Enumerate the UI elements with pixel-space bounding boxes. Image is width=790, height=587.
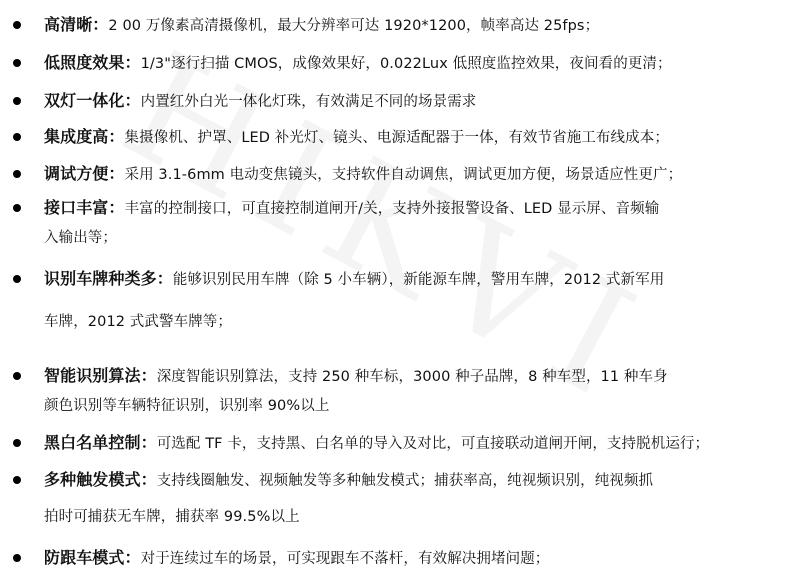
feature-line-continued — [44, 228, 117, 248]
feature-line — [44, 269, 664, 290]
feature-description: 2 00 万像素高清摄像机，最大分辨率可达 1920*1200，帧率高达 25fps； — [108, 18, 600, 34]
bullet-icon — [13, 97, 21, 105]
feature-description-continued: 入输出等； — [44, 230, 117, 246]
feature-line — [44, 470, 653, 491]
feature-term: 低照度效果： — [44, 53, 141, 72]
feature-term: 防跟车模式： — [44, 548, 141, 567]
feature-line — [44, 15, 599, 36]
feature-description: 丰富的控制接口，可直接控制道闸开/关，支持外接报警设备、LED 显示屏、音频输 — [124, 201, 660, 217]
feature-line — [44, 366, 668, 387]
bullet-icon — [13, 439, 21, 447]
feature-description: 集摄像机、护罩、LED 补光灯、镜头、电源适配器于一体，有效节省施工布线成本； — [124, 130, 669, 146]
feature-term: 高清晰： — [44, 15, 109, 34]
bullet-icon — [13, 133, 21, 141]
feature-description: 内置红外白光一体化灯珠，有效满足不同的场景需求 — [140, 94, 477, 110]
feature-term: 识别车牌种类多： — [44, 269, 173, 288]
feature-line — [44, 164, 682, 185]
feature-description: 1/3"逐行扫描 CMOS，成像效果好，0.022Lux 低照度监控效果，夜间看的更清； — [140, 56, 672, 72]
feature-line — [44, 127, 669, 148]
feature-line-continued — [44, 396, 329, 416]
feature-description: 采用 3.1-6mm 电动变焦镜头，支持软件自动调焦，调试更加方便，场景适应性更广； — [124, 167, 683, 183]
feature-description-continued: 拍时可捕获无车牌，捕获率 99.5%以上 — [44, 509, 300, 525]
feature-description-continued: 颜色识别等车辆特征识别，识别率 90%以上 — [44, 398, 330, 414]
feature-line — [44, 91, 476, 112]
feature-description-continued: 车牌，2012 式武警车牌等； — [44, 314, 233, 330]
feature-line-continued — [44, 312, 232, 332]
feature-description: 可选配 TF 卡，支持黑、白名单的导入及对比，可直接联动道闸开闸，支持脱机运行； — [156, 436, 710, 452]
feature-description: 能够识别民用车牌（除 5 小车辆），新能源车牌，警用车牌，2012 式新军用 — [172, 272, 665, 288]
feature-term: 黑白名单控制： — [44, 433, 157, 452]
bullet-icon — [13, 275, 21, 283]
feature-term: 双灯一体化： — [44, 91, 141, 110]
feature-description: 对于连续过车的场景，可实现跟车不落杆，有效解决拥堵问题； — [140, 551, 550, 567]
feature-line — [44, 53, 672, 74]
feature-term: 接口丰富： — [44, 198, 125, 217]
feature-line — [44, 548, 549, 569]
feature-term: 多种触发模式： — [44, 470, 157, 489]
bullet-icon — [13, 372, 21, 380]
bullet-icon — [13, 476, 21, 484]
bullet-icon — [13, 170, 21, 178]
feature-term: 智能识别算法： — [44, 366, 157, 385]
bullet-icon — [13, 59, 21, 67]
feature-term: 集成度高： — [44, 127, 125, 146]
feature-line — [44, 198, 659, 219]
feature-line-continued — [44, 507, 300, 527]
feature-term: 调试方便： — [44, 164, 125, 183]
bullet-icon — [13, 21, 21, 29]
bullet-icon — [13, 554, 21, 562]
bullet-icon — [13, 204, 21, 212]
feature-line — [44, 433, 709, 454]
feature-description: 支持线圈触发、视频触发等多种触发模式；捕获率高，纯视频识别，纯视频抓 — [156, 473, 654, 489]
feature-description: 深度智能识别算法，支持 250 种车标，3000 种子品牌，8 种车型，11 种车身 — [156, 369, 668, 385]
